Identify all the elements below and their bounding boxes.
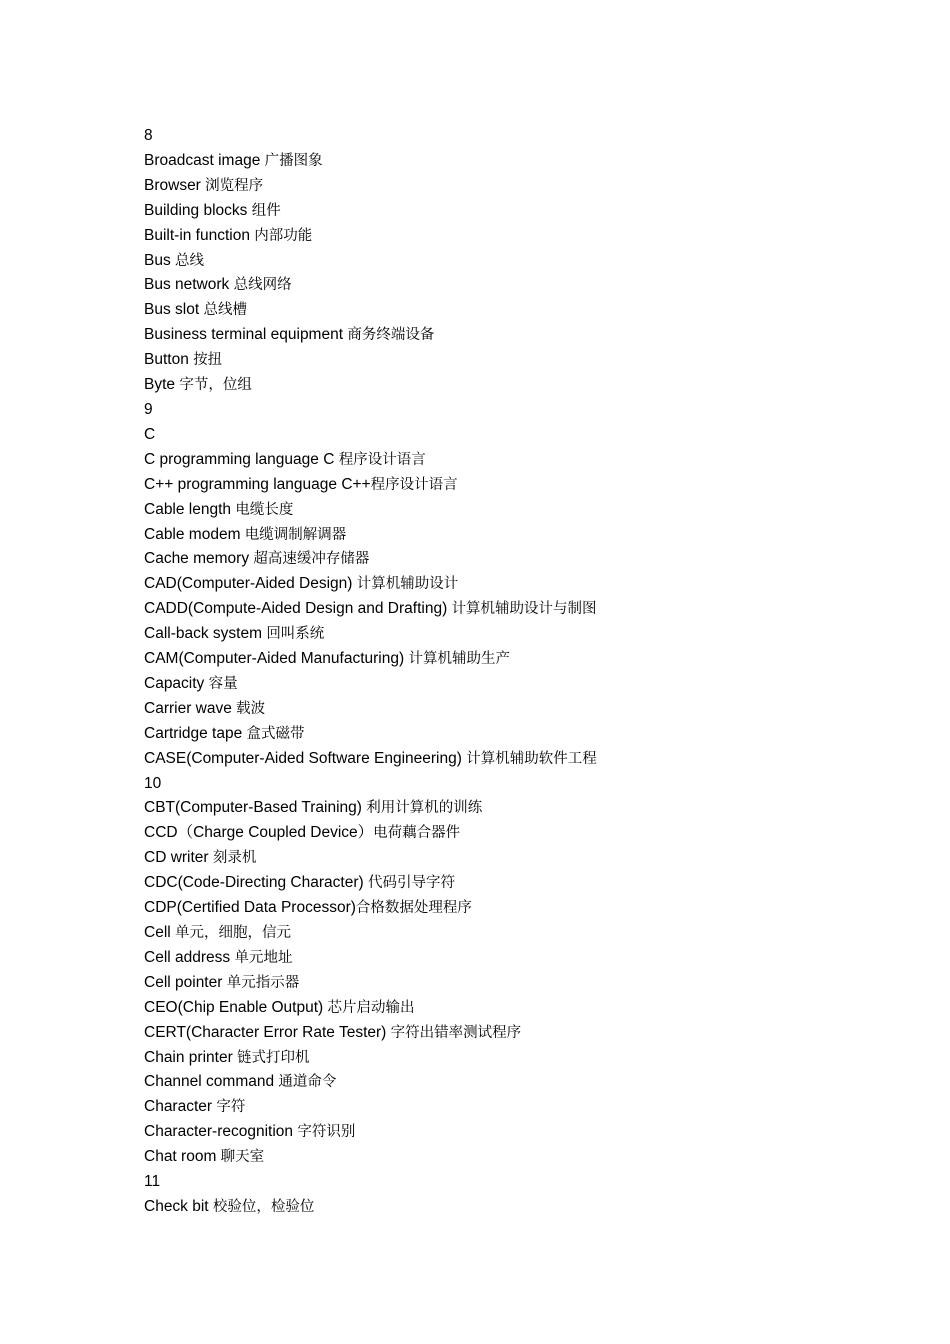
glossary-entry [144, 1046, 864, 1071]
entry-translation: 通道命令 [278, 1074, 337, 1091]
glossary-entry [144, 199, 864, 224]
entry-translation: 单元指示器 [226, 974, 300, 991]
glossary-entry [144, 1195, 864, 1220]
entry-translation: 计算机辅助软件工程 [466, 750, 597, 767]
entry-translation: 浏览程序 [205, 177, 264, 194]
entry-term: Call-back system [144, 625, 267, 643]
entry-translation: 计算机辅助生产 [408, 651, 510, 668]
entry-translation: 代码引导字符 [367, 875, 455, 892]
entry-term: Built-in function [144, 226, 255, 244]
entry-term: Cable modem [144, 525, 245, 543]
entry-term: CASE(Computer-Aided Software Engineering) [144, 749, 467, 767]
glossary-entry [144, 796, 864, 821]
entry-translation: 计算机辅助设计与制图 [451, 601, 597, 618]
entry-translation: 单元，细胞，信元 [175, 925, 292, 941]
entry-term: Bus [144, 251, 176, 269]
entry-term: Chain printer [144, 1048, 238, 1066]
entry-term: Cache memory [144, 550, 254, 568]
entry-term: CADD(Compute-Aided Design and Drafting) [144, 600, 452, 618]
entry-translation: 盒式磁带 [246, 725, 305, 742]
entry-term: Business terminal equipment [144, 326, 348, 344]
entry-translation: 单元地址 [234, 949, 293, 966]
glossary-entry [144, 821, 864, 846]
entry-translation: 字节，位组 [179, 377, 252, 394]
entry-translation: 广播图象 [264, 152, 323, 169]
entry-term: 11 [144, 1173, 161, 1191]
entry-term: C [144, 425, 156, 443]
page-number [144, 772, 864, 797]
entry-term: Cell pointer [144, 973, 227, 991]
entry-translation: 电缆调制解调器 [244, 526, 347, 543]
glossary-entry [144, 1021, 864, 1046]
glossary-entry [144, 423, 864, 448]
entry-term: CBT(Computer-Based Training) [144, 799, 367, 817]
entry-translation: 合格数据处理程序 [355, 900, 472, 917]
entry-term: Channel command [144, 1073, 279, 1091]
entry-term: Cable length [144, 500, 236, 518]
entry-term: CCD（Charge Coupled Device） [144, 824, 374, 842]
entry-translation: 刻录机 [212, 850, 257, 867]
entry-term: CD writer [144, 849, 213, 867]
entry-term: 9 [144, 400, 153, 418]
entry-translation: 总线网络 [233, 277, 292, 294]
entry-term: Character-recognition [144, 1123, 298, 1141]
entry-term: CAM(Computer-Aided Manufacturing) [144, 650, 409, 668]
glossary-entry [144, 722, 864, 747]
entry-term: Button [144, 351, 194, 369]
glossary-entry [144, 1145, 864, 1170]
entry-term: CAD(Computer-Aided Design) [144, 575, 357, 593]
entry-translation: 计算机辅助设计 [356, 576, 459, 593]
glossary-entry [144, 249, 864, 274]
entry-translation: 总线槽 [203, 302, 247, 319]
glossary-entry [144, 1120, 864, 1145]
glossary-entry [144, 373, 864, 398]
entry-term: CEO(Chip Enable Output) [144, 998, 328, 1016]
glossary-entry [144, 747, 864, 772]
entry-translation: 组件 [251, 202, 281, 219]
glossary-entry [144, 971, 864, 996]
glossary-entry [144, 1095, 864, 1120]
glossary-entry [144, 846, 864, 871]
entry-term: Carrier wave [144, 699, 237, 717]
glossary-entry [144, 149, 864, 174]
entry-term: Cartridge tape [144, 724, 247, 742]
glossary-entry [144, 921, 864, 946]
glossary-entry [144, 547, 864, 572]
entry-term: Bus slot [144, 301, 204, 319]
entry-term: Cell address [144, 948, 235, 966]
glossary-list [144, 124, 864, 1220]
entry-translation: 芯片启动输出 [327, 999, 415, 1016]
glossary-entry [144, 1070, 864, 1095]
glossary-entry [144, 996, 864, 1021]
entry-translation: 程序设计语言 [370, 476, 458, 493]
entry-translation: 回叫系统 [266, 626, 325, 643]
entry-term: CERT(Character Error Rate Tester) [144, 1023, 391, 1041]
entry-term: Byte [144, 376, 180, 394]
entry-translation: 字符出错率测试程序 [390, 1024, 522, 1041]
entry-translation: 聊天室 [220, 1149, 265, 1166]
page-number [144, 1170, 864, 1195]
glossary-entry [144, 672, 864, 697]
entry-term: Building blocks [144, 201, 252, 219]
glossary-entry [144, 946, 864, 971]
entry-translation: 程序设计语言 [338, 451, 426, 468]
entry-term: Browser [144, 176, 206, 194]
glossary-entry [144, 572, 864, 597]
entry-term: 10 [144, 774, 162, 792]
entry-term: Chat room [144, 1148, 221, 1166]
glossary-entry [144, 473, 864, 498]
glossary-entry [144, 448, 864, 473]
page-number [144, 124, 864, 149]
glossary-entry [144, 273, 864, 298]
entry-translation: 链式打印机 [237, 1049, 310, 1066]
entry-translation: 利用计算机的训练 [366, 800, 483, 817]
entry-translation: 电缆长度 [235, 501, 294, 518]
glossary-entry [144, 298, 864, 323]
entry-term: C++ programming language C++ [144, 475, 371, 493]
page-number [144, 398, 864, 423]
glossary-entry [144, 896, 864, 921]
glossary-entry [144, 622, 864, 647]
entry-term: Check bit [144, 1197, 213, 1215]
entry-term: CDP(Certified Data Processor) [144, 899, 356, 917]
glossary-entry [144, 323, 864, 348]
entry-translation: 按扭 [193, 352, 223, 369]
glossary-entry [144, 224, 864, 249]
entry-term: Bus network [144, 276, 234, 294]
entry-translation: 商务终端设备 [347, 327, 435, 344]
entry-term: Capacity [144, 674, 209, 692]
entry-translation: 电荷藕合器件 [373, 825, 461, 842]
entry-term: Cell [144, 924, 176, 941]
glossary-entry [144, 348, 864, 373]
entry-translation: 字符 [216, 1099, 246, 1116]
glossary-entry [144, 647, 864, 672]
entry-term: CDC(Code-Directing Character) [144, 874, 368, 892]
entry-translation: 字符识别 [297, 1124, 356, 1141]
glossary-entry [144, 174, 864, 199]
glossary-entry [144, 498, 864, 523]
glossary-entry [144, 871, 864, 896]
entry-translation: 总线 [175, 252, 205, 269]
glossary-entry [144, 523, 864, 548]
entry-translation: 载波 [236, 700, 266, 717]
entry-translation: 校验位，检验位 [212, 1198, 315, 1215]
glossary-entry [144, 597, 864, 622]
entry-term: 8 [144, 127, 153, 144]
entry-translation: 超高速缓冲存储器 [253, 551, 370, 568]
entry-term: Broadcast image [144, 151, 265, 169]
glossary-entry [144, 697, 864, 722]
entry-term: C programming language C [144, 450, 339, 468]
entry-translation: 容量 [208, 675, 238, 692]
entry-translation: 内部功能 [254, 227, 313, 244]
entry-term: Character [144, 1098, 217, 1116]
